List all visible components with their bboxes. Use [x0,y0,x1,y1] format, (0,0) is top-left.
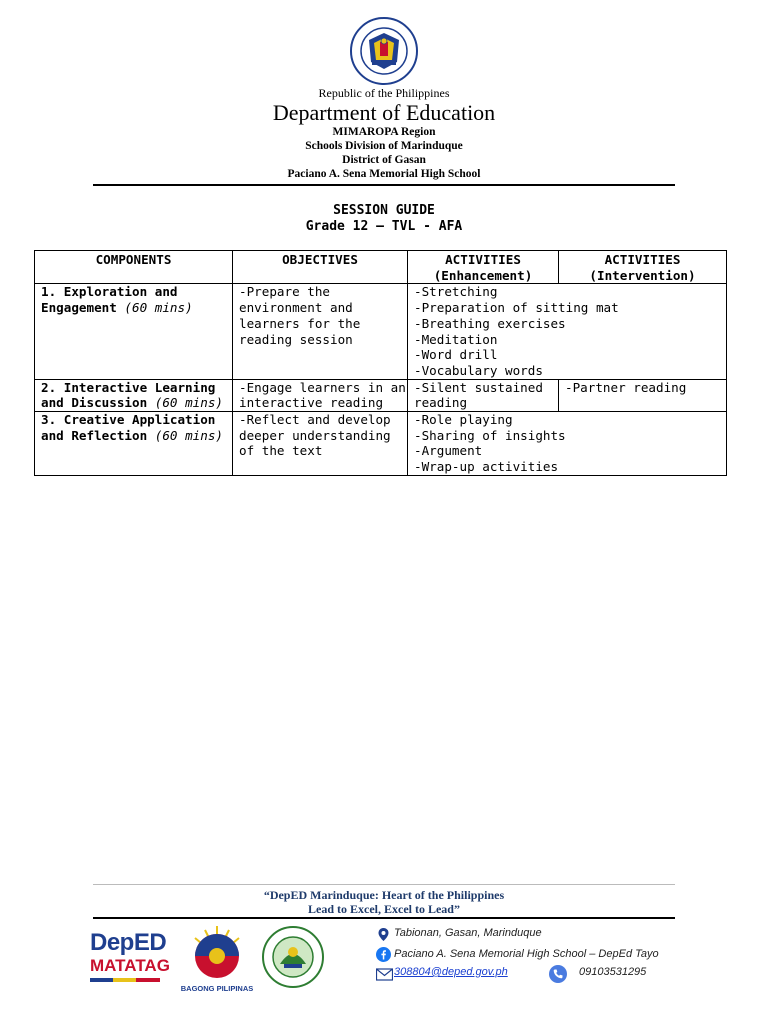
school-label: Paciano A. Sena Memorial High School [287,168,481,180]
session-guide-table [34,250,727,476]
table-row [35,379,727,411]
activities-cell: -Role playing -Sharing of insights -Argument -Wrap-up activities [408,412,727,476]
objective-cell: -Engage learners in an interactive reading [233,379,408,411]
component-cell: 1. Exploration and Engagement (60 mins) [35,284,233,379]
motto-line-2: Lead to Excel, Excel to Lead” [308,902,460,916]
header-divider [93,184,675,186]
division-label: Schools Division of Marinduque [305,140,463,152]
deped-seal-logo [349,16,419,86]
header-activities-enhancement: ACTIVITIES (Enhancement) [408,251,559,284]
grade-strand-label: Grade 12 – TVL - AFA [305,219,463,234]
footer-divider [93,884,675,885]
school-seal-logo [262,926,324,988]
component-cell: 3. Creative Application and Reflection (60 mins) [35,412,233,476]
table-header-row [35,251,727,284]
activities-cell: -Stretching -Preparation of sitting mat -Breathing exercises -Meditation -Word drill -Vocabulary words [408,284,727,379]
phone-icon [549,965,567,983]
table-row [35,412,727,476]
facebook-page-text[interactable]: Paciano A. Sena Memorial High School – DepEd Tayo [394,948,659,960]
phone-number[interactable]: 09103531295 [579,966,647,978]
header-activities-intervention: ACTIVITIES (Intervention) [559,251,727,284]
table-row [35,284,727,379]
session-guide-title: SESSION GUIDE [333,203,435,218]
district-label: District of Gasan [342,154,426,166]
facebook-icon [376,947,391,962]
component-cell: 2. Interactive Learning and Discussion (60 mins) [35,379,233,411]
objective-cell: -Reflect and develop deeper understanding of the text [233,412,408,476]
region-label: MIMAROPA Region [332,126,436,138]
address-text: Tabionan, Gasan, Marinduque [394,927,542,939]
footer-rule [93,917,675,919]
header-objectives: OBJECTIVES [233,251,408,284]
enhancement-cell: -Silent sustained reading [408,379,559,411]
location-pin-icon [376,927,391,942]
republic-label: Republic of the Philippines [318,86,450,100]
email-link[interactable]: 308804@deped.gov.ph [394,966,508,978]
intervention-cell: -Partner reading [559,379,727,411]
header-components: COMPONENTS [35,251,233,284]
email-icon [376,967,393,982]
deped-matatag-logo: DepED MATATAG [90,930,174,986]
motto-line-1: “DepED Marinduque: Heart of the Philippines [263,888,505,902]
objective-cell: -Prepare the environment and learners for the reading session [233,284,408,379]
department-title: Department of Education [272,100,496,125]
bagong-pilipinas-logo: BAGONG PILIPINAS [180,922,254,992]
